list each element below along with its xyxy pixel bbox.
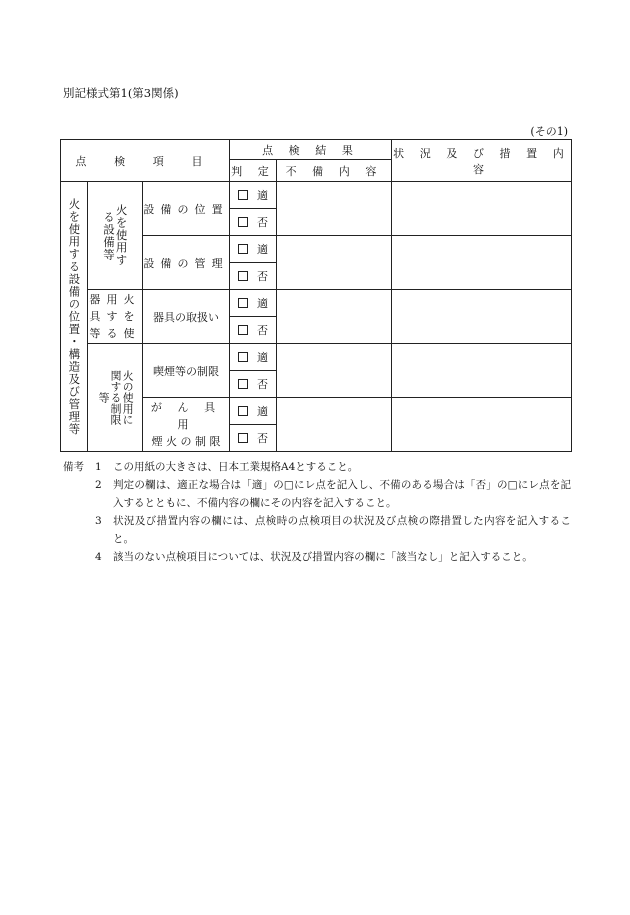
header-inspection-result: 点 検 結 果: [230, 140, 392, 160]
checkbox-icon[interactable]: [238, 217, 248, 227]
status-measures-cell[interactable]: [392, 290, 572, 344]
checkbox-icon[interactable]: [238, 352, 248, 362]
checkbox-icon[interactable]: [238, 190, 248, 200]
defect-details-cell[interactable]: [277, 398, 392, 452]
checkbox-icon[interactable]: [238, 379, 248, 389]
checkbox-icon[interactable]: [238, 298, 248, 308]
group-cell-3: [88, 344, 143, 452]
status-measures-cell[interactable]: [392, 398, 572, 452]
defect-details-cell[interactable]: [277, 344, 392, 398]
item-label: が ん 具 用 煙 火 の 制 限: [143, 398, 230, 452]
remarks-heading: 備考: [63, 461, 84, 473]
header-judgement: 判 定: [230, 160, 277, 182]
defect-details-cell[interactable]: [277, 182, 392, 236]
remarks: [63, 458, 571, 566]
form-title: 別記様式第1(第3関係): [63, 86, 179, 100]
remark-item: 4 該当のない点検項目については、状況及び措置内容の欄に「該当なし」と記入すること。: [95, 551, 533, 563]
sheet-number: (その1): [530, 125, 568, 138]
inspection-table: [60, 139, 572, 452]
header-defect-details: 不 備 内 容: [277, 160, 392, 182]
judge-ok-checkbox[interactable]: 適: [230, 344, 277, 371]
group-cell-2: 器用火 具すを 等る使: [88, 290, 143, 344]
remark-item: 3 状況及び措置内容の欄には、点検時の点検項目の状況及び点検の際措置した内容を記入すること。: [95, 515, 571, 545]
judge-ok-checkbox[interactable]: 適: [230, 236, 277, 263]
remark-item: 備考 1 この用紙の大きさは、日本工業規格A4とすること。: [63, 458, 571, 476]
judge-ok-checkbox[interactable]: 適: [230, 182, 277, 209]
status-measures-cell[interactable]: [392, 182, 572, 236]
checkbox-icon[interactable]: [238, 271, 248, 281]
checkbox-icon[interactable]: [238, 406, 248, 416]
group-label-1: 火を使用する設備等: [102, 204, 129, 267]
header-inspection-item: 点 検 項 目: [61, 140, 230, 182]
judge-ng-checkbox[interactable]: 否: [230, 371, 277, 398]
judge-ng-checkbox[interactable]: 否: [230, 317, 277, 344]
item-label: 器具の取扱い: [143, 290, 230, 344]
checkbox-icon[interactable]: [238, 244, 248, 254]
status-measures-cell[interactable]: [392, 236, 572, 290]
category-cell: [61, 182, 88, 452]
category-label: 火を使用する設備の位置・構造及び管理等: [67, 197, 82, 436]
header-status-measures: 状 況 及 び 措 置 内 容: [392, 140, 572, 182]
item-label: 設備の管理: [143, 236, 230, 290]
group-label-3: 火の使用に関する制限等: [96, 370, 135, 425]
group-cell-1: [88, 182, 143, 290]
judge-ng-checkbox[interactable]: 否: [230, 209, 277, 236]
status-measures-cell[interactable]: [392, 344, 572, 398]
judge-ng-checkbox[interactable]: 否: [230, 425, 277, 452]
defect-details-cell[interactable]: [277, 290, 392, 344]
judge-ng-checkbox[interactable]: 否: [230, 263, 277, 290]
checkbox-icon[interactable]: [238, 325, 248, 335]
remark-item: 2 判定の欄は、適正な場合は「適」の□にレ点を記入し、不備のある場合は「否」の□にレ点を記入するとともに、不備内容の欄にその内容を記入すること。: [95, 479, 571, 509]
checkbox-icon[interactable]: [238, 433, 248, 443]
item-label: 喫煙等の制限: [143, 344, 230, 398]
item-label: 設備の位置: [143, 182, 230, 236]
defect-details-cell[interactable]: [277, 236, 392, 290]
judge-ok-checkbox[interactable]: 適: [230, 398, 277, 425]
judge-ok-checkbox[interactable]: 適: [230, 290, 277, 317]
